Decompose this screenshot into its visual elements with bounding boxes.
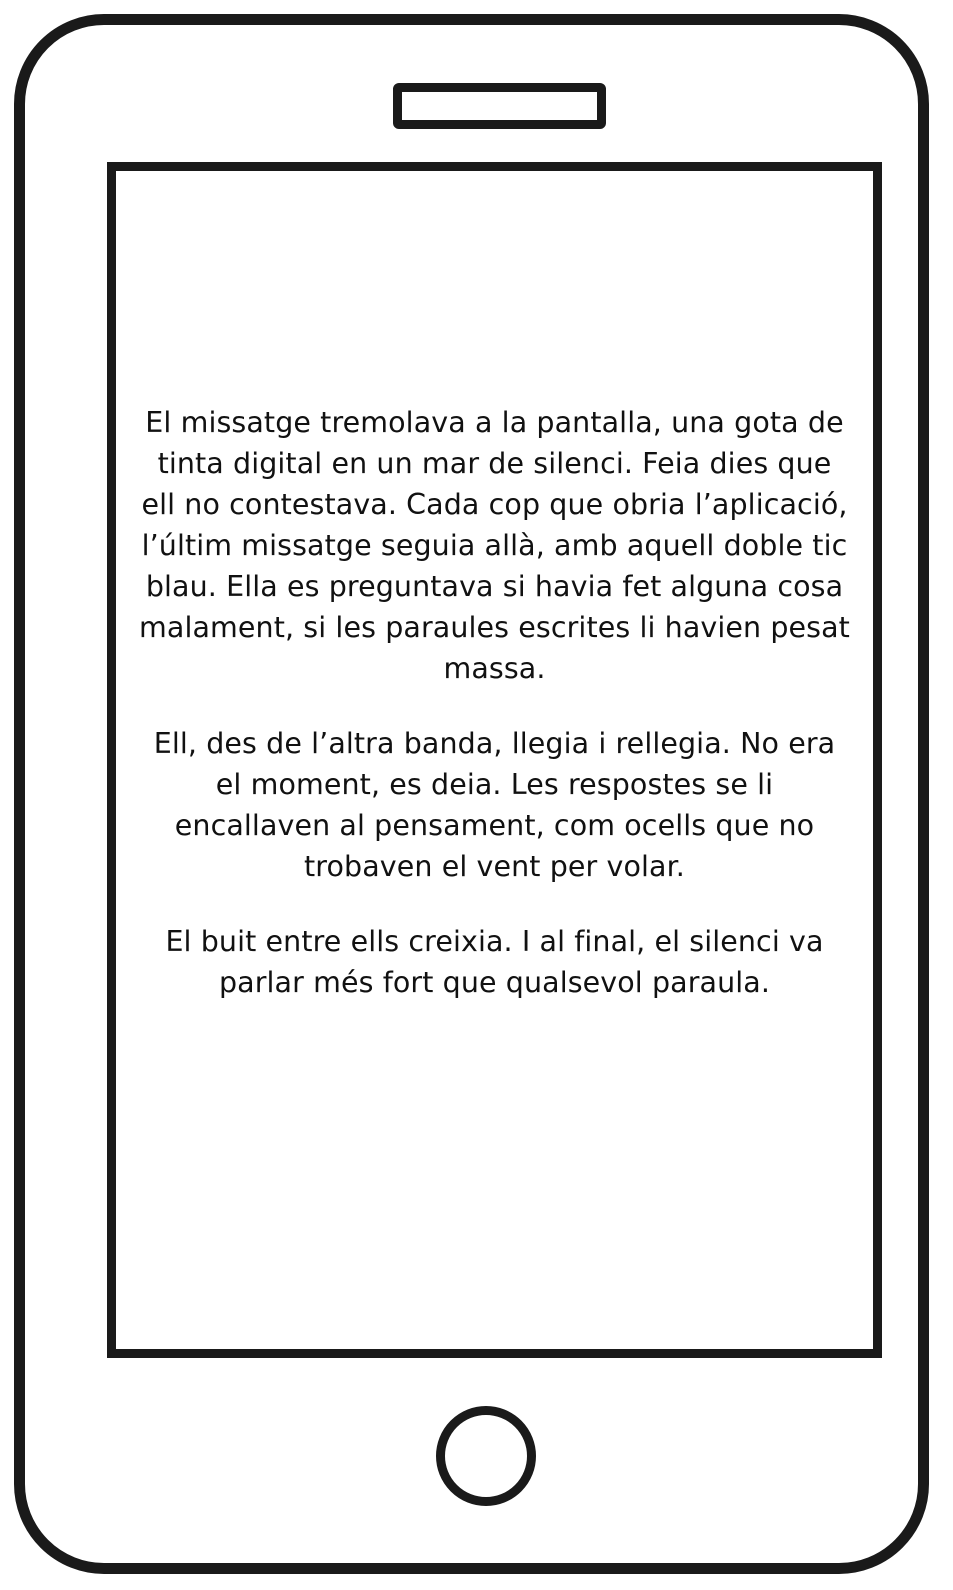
home-button[interactable]	[436, 1406, 536, 1506]
story-paragraph-3: El buit entre ells creixia. I al final, el silenci va parlar més fort que qualsevol paraula.	[165, 925, 824, 999]
phone-screen	[107, 162, 882, 1358]
phone-body	[14, 14, 929, 1574]
earpiece-speaker-icon	[393, 83, 606, 129]
story-paragraph-1: El missatge tremolava a la pantalla, una gota de tinta digital en un mar de silenci. Feia dies que ell no contestava. Cada cop que obria l’aplicació, l’últim missatge seguia allà, amb aquell doble tic blau. Ella es preguntava si havia fet alguna cosa malament, si les paraules escrites li havien pesat massa.	[139, 406, 850, 685]
story-paragraph-2: Ell, des de l’altra banda, llegia i rellegia. No era el moment, es deia. Les respostes se li encallaven al pensament, com ocells que no trobaven el vent per volar.	[153, 727, 836, 883]
story-text-container	[116, 171, 873, 1003]
